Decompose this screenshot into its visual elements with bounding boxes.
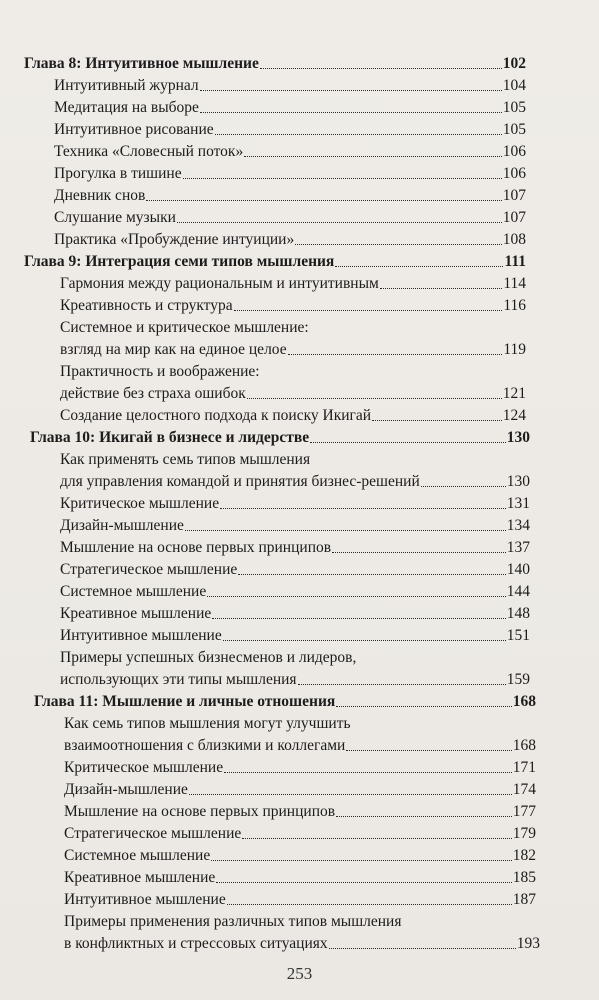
page-ref: 130	[506, 473, 530, 490]
toc-entry	[64, 758, 536, 778]
toc-entry	[60, 494, 530, 514]
toc-entry	[64, 780, 536, 800]
page-ref: 134	[506, 517, 530, 534]
entry-title: Гармония между рациональным и интуитивным	[60, 275, 379, 292]
chapter-title: Глава 9: Интеграция семи типов мышления	[24, 253, 335, 270]
chapter-title: Глава 10: Икигай в бизнесе и лидерстве	[30, 429, 310, 446]
toc-entry	[54, 230, 526, 250]
entry-title: Техника «Словесный поток»	[54, 143, 244, 160]
dot-leader	[146, 200, 501, 201]
toc-entry	[64, 890, 536, 910]
page-ref: 106	[502, 143, 526, 160]
dot-leader	[421, 486, 506, 487]
toc-entry	[60, 516, 530, 536]
toc-entry	[60, 604, 530, 624]
page-ref: 116	[503, 297, 526, 314]
page-ref: 179	[512, 825, 536, 842]
dot-leader	[329, 948, 516, 949]
dot-leader	[227, 904, 512, 905]
dot-leader	[310, 442, 506, 443]
entry-title: Дизайн-мышление	[60, 517, 184, 534]
dot-leader	[335, 266, 503, 267]
page-number: 253	[286, 964, 313, 983]
dot-leader	[332, 552, 506, 553]
toc-entry	[64, 802, 536, 822]
entry-title: Интуитивное рисование	[54, 121, 214, 138]
dot-leader	[185, 530, 506, 531]
entry-title-line1: Примеры успешных бизнесменов и лидеров,	[60, 649, 357, 666]
entry-title: Интуитивное мышление	[60, 627, 222, 644]
chapter-heading	[34, 692, 536, 712]
dot-leader	[215, 134, 502, 135]
toc-entry	[60, 472, 530, 492]
dot-leader	[298, 684, 506, 685]
toc-entry	[64, 824, 536, 844]
entry-title: взаимоотношения с близкими и коллегами	[64, 737, 346, 754]
entry-title: Креативность и структура	[60, 297, 233, 314]
dot-leader	[223, 640, 506, 641]
page-ref: 171	[512, 759, 536, 776]
page-ref: 119	[503, 341, 526, 358]
page-ref: 114	[503, 275, 526, 292]
dot-leader	[200, 90, 502, 91]
dot-leader	[234, 310, 503, 311]
toc-entry	[60, 538, 530, 558]
entry-title: Стратегическое мышление	[60, 561, 238, 578]
dot-leader	[260, 68, 502, 69]
dot-leader	[288, 354, 503, 355]
toc-entry	[64, 934, 540, 954]
dot-leader	[336, 706, 511, 707]
toc-entry	[60, 560, 530, 580]
page-ref: 107	[502, 187, 526, 204]
page-ref: 177	[512, 803, 536, 820]
page-ref: 174	[512, 781, 536, 798]
toc-entry	[60, 626, 530, 646]
dot-leader	[380, 288, 503, 289]
entry-title: Создание целостного подхода к поиску Икигай	[60, 407, 372, 424]
page-ref: 159	[506, 671, 530, 688]
dot-leader	[242, 838, 511, 839]
toc-entry	[60, 340, 526, 360]
dot-leader	[224, 772, 512, 773]
dot-leader	[189, 794, 512, 795]
toc-entry	[54, 76, 526, 96]
dot-leader	[216, 882, 511, 883]
dot-leader	[183, 178, 502, 179]
toc-entry	[54, 208, 526, 228]
chapter-title: Глава 8: Интуитивное мышление	[24, 55, 259, 72]
page-ref: 111	[504, 253, 526, 270]
toc-entry	[60, 670, 530, 690]
toc-entry	[64, 736, 536, 756]
page-ref: 106	[502, 165, 526, 182]
page-ref: 182	[512, 847, 536, 864]
dot-leader	[295, 244, 502, 245]
dot-leader	[177, 222, 502, 223]
entry-title-line1: Примеры применения различных типов мышления	[64, 913, 402, 930]
entry-title: Практика «Пробуждение интуиции»	[54, 231, 295, 248]
entry-title: Дневник снов	[54, 187, 146, 204]
toc-entry	[60, 274, 526, 294]
page-ref: 140	[506, 561, 530, 578]
entry-title: Интуитивный журнал	[54, 77, 199, 94]
chapter-title: Глава 11: Мышление и личные отношения	[34, 693, 336, 710]
page-ref: 151	[506, 627, 530, 644]
entry-title: Креативное мышление	[60, 605, 212, 622]
entry-title: действие без страха ошибок	[60, 385, 246, 402]
dot-leader	[346, 750, 511, 751]
dot-leader	[212, 618, 505, 619]
dot-leader	[372, 420, 502, 421]
entry-title: Дизайн-мышление	[64, 781, 188, 798]
page-ref: 105	[502, 121, 526, 138]
entry-title: Прогулка в тишине	[54, 165, 182, 182]
page-ref: 168	[512, 737, 536, 754]
page-ref: 185	[512, 869, 536, 886]
toc-entry	[54, 120, 526, 140]
dot-leader	[238, 574, 505, 575]
entry-title: Стратегическое мышление	[64, 825, 242, 842]
toc-entry	[64, 868, 536, 888]
page-ref: 121	[502, 385, 526, 402]
page-ref: 131	[506, 495, 530, 512]
entry-title: в конфликтных и стрессовых ситуациях	[64, 935, 328, 952]
entry-title: Системное мышление	[60, 583, 207, 600]
entry-title: Критическое мышление	[60, 495, 220, 512]
dot-leader	[244, 156, 502, 157]
entry-title-line1: Как семь типов мышления могут улучшить	[64, 715, 351, 732]
page-ref: 193	[516, 935, 540, 952]
entry-title-line1: Практичность и воображение:	[60, 363, 260, 380]
entry-title: для управления командой и принятия бизнес-решений	[60, 473, 420, 490]
dot-leader	[220, 508, 506, 509]
toc-entry	[60, 406, 526, 426]
entry-title: Медитация на выборе	[54, 99, 199, 116]
toc-entry	[54, 98, 526, 118]
dot-leader	[200, 112, 502, 113]
page-ref: 105	[502, 99, 526, 116]
chapter-heading	[24, 252, 526, 272]
page-ref: 108	[502, 231, 526, 248]
page-ref: 107	[502, 209, 526, 226]
entry-title: Интуитивное мышление	[64, 891, 226, 908]
toc-entry	[60, 296, 526, 316]
page-ref: 130	[506, 429, 530, 446]
entry-title: Креативное мышление	[64, 869, 216, 886]
dot-leader	[211, 860, 512, 861]
toc-entry	[54, 164, 526, 184]
page-ref: 137	[506, 539, 530, 556]
entry-title: Слушание музыки	[54, 209, 176, 226]
entry-title: Критическое мышление	[64, 759, 224, 776]
entry-title: Мышление на основе первых принципов	[64, 803, 336, 820]
page-ref: 102	[502, 55, 526, 72]
chapter-heading	[30, 428, 530, 448]
entry-title: взгляд на мир как на единое целое	[60, 341, 287, 358]
toc-entry	[54, 186, 526, 206]
page-ref: 144	[506, 583, 530, 600]
toc-entry	[60, 582, 530, 602]
page-ref: 168	[512, 693, 536, 710]
toc-entry	[54, 142, 526, 162]
entry-title: использующих эти типы мышления	[60, 671, 297, 688]
entry-title-line1: Системное и критическое мышление:	[60, 319, 309, 336]
chapter-heading	[24, 54, 526, 74]
toc-entry	[64, 846, 536, 866]
page-ref: 187	[512, 891, 536, 908]
entry-title: Мышление на основе первых принципов	[60, 539, 332, 556]
dot-leader	[247, 398, 502, 399]
entry-title: Системное мышление	[64, 847, 211, 864]
page-ref: 104	[502, 77, 526, 94]
dot-leader	[207, 596, 506, 597]
page-ref: 148	[506, 605, 530, 622]
dot-leader	[336, 816, 512, 817]
page-ref: 124	[502, 407, 526, 424]
entry-title-line1: Как применять семь типов мышления	[60, 451, 311, 468]
toc-entry	[60, 384, 526, 404]
